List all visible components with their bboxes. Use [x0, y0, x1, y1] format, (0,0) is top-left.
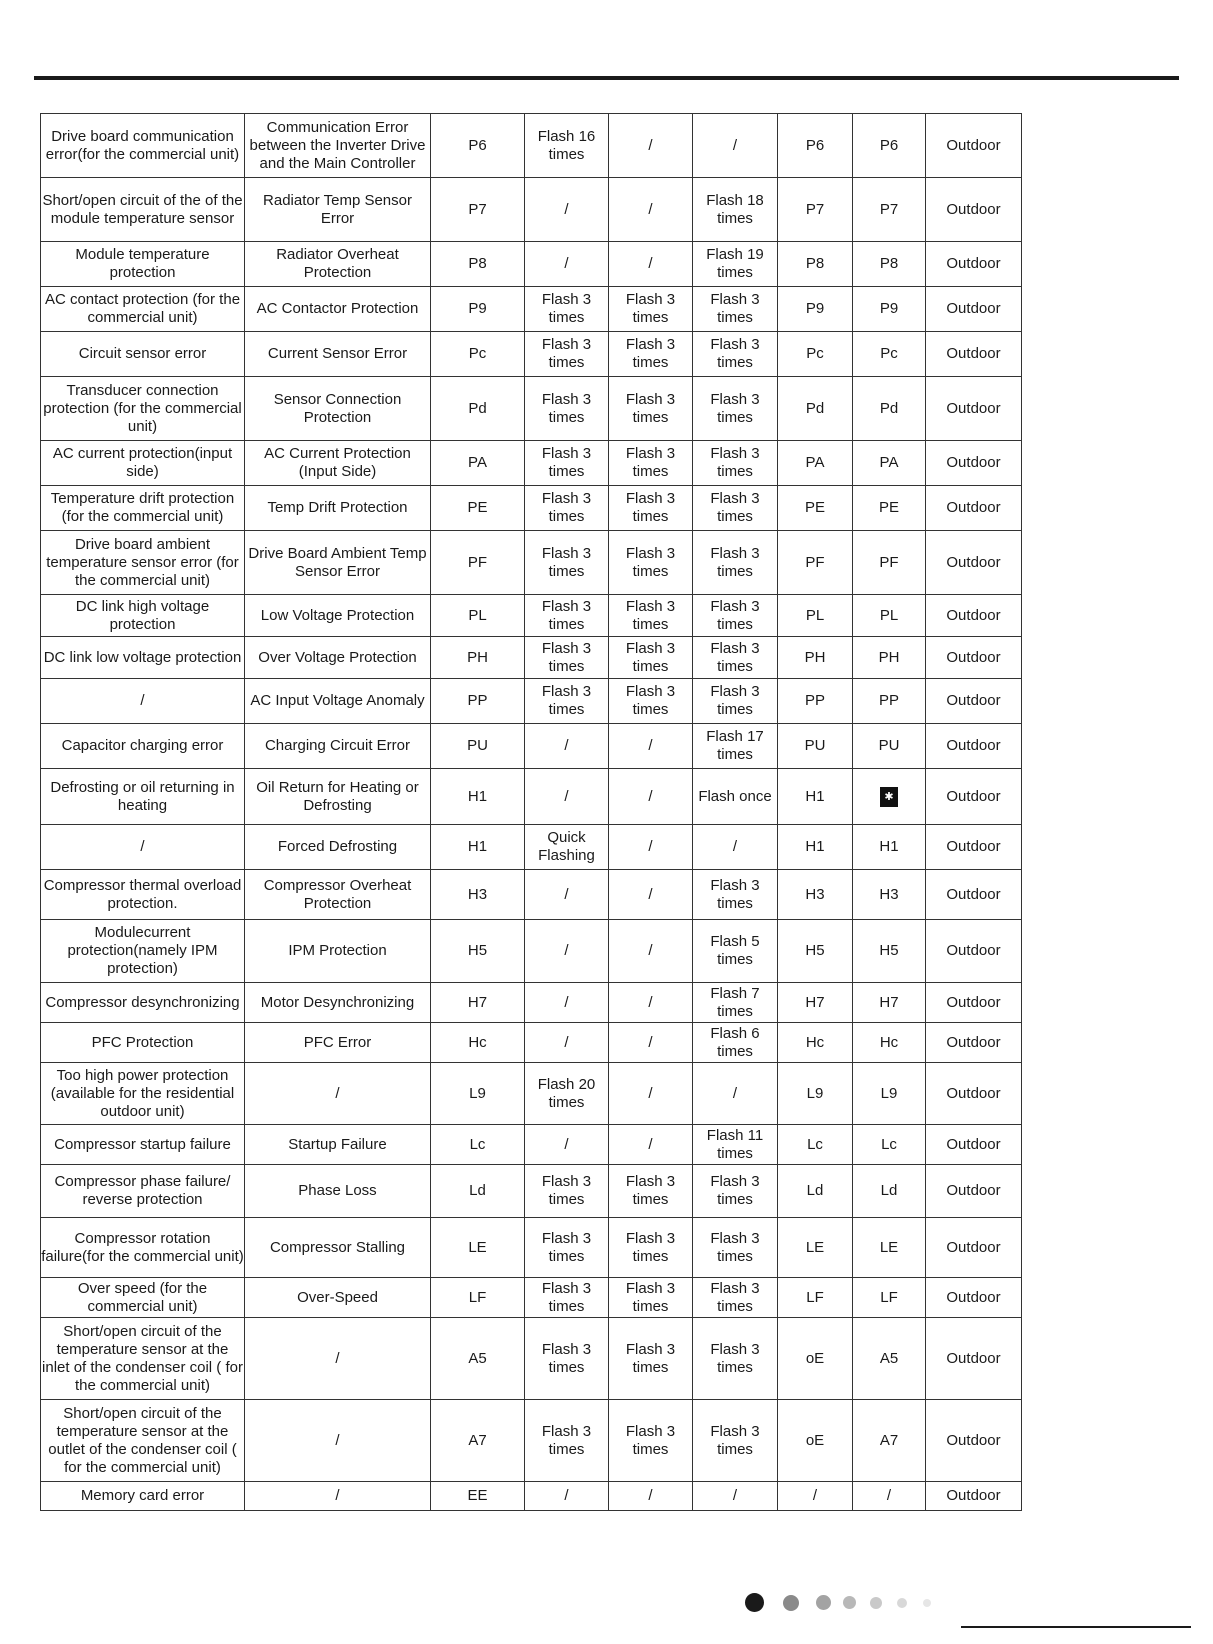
- description-cell: Temp Drift Protection: [245, 486, 431, 531]
- description-cell: Forced Defrosting: [245, 825, 431, 870]
- location-cell: Outdoor: [926, 1165, 1022, 1218]
- display2-cell: P8: [853, 242, 926, 287]
- fault-cell: Compressor startup failure: [41, 1125, 245, 1165]
- led1-cell: /: [525, 242, 609, 287]
- display2-cell: P9: [853, 287, 926, 332]
- display2-cell: H3: [853, 870, 926, 920]
- description-cell: Radiator Temp Sensor Error: [245, 178, 431, 242]
- table-row: [41, 242, 1022, 287]
- display2-cell: P6: [853, 114, 926, 178]
- led3-cell: Flash 6 times: [693, 1023, 778, 1063]
- display1-cell: Hc: [778, 1023, 853, 1063]
- display1-cell: Pc: [778, 332, 853, 377]
- page-dot: [923, 1599, 931, 1607]
- led1-cell: /: [525, 178, 609, 242]
- display1-cell: PE: [778, 486, 853, 531]
- code-cell: PP: [431, 679, 525, 724]
- location-cell: Outdoor: [926, 637, 1022, 679]
- table-row: [41, 870, 1022, 920]
- description-cell: Drive Board Ambient Temp Sensor Error: [245, 531, 431, 595]
- display1-cell: /: [778, 1482, 853, 1511]
- display2-cell: A5: [853, 1318, 926, 1400]
- code-cell: H3: [431, 870, 525, 920]
- table-row: [41, 377, 1022, 441]
- display1-cell: P9: [778, 287, 853, 332]
- code-cell: PH: [431, 637, 525, 679]
- code-cell: P8: [431, 242, 525, 287]
- display2-cell: P7: [853, 178, 926, 242]
- description-cell: AC Current Protection (Input Side): [245, 441, 431, 486]
- fault-cell: DC link low voltage protection: [41, 637, 245, 679]
- fault-cell: Compressor phase failure/ reverse protection: [41, 1165, 245, 1218]
- description-cell: Communication Error between the Inverter Drive and the Main Controller: [245, 114, 431, 178]
- code-cell: PA: [431, 441, 525, 486]
- location-cell: Outdoor: [926, 679, 1022, 724]
- led1-cell: Flash 3 times: [525, 595, 609, 637]
- location-cell: Outdoor: [926, 1218, 1022, 1278]
- table-row: [41, 114, 1022, 178]
- description-cell: /: [245, 1063, 431, 1125]
- led2-cell: /: [609, 983, 693, 1023]
- table-row: [41, 287, 1022, 332]
- display1-cell: P7: [778, 178, 853, 242]
- location-cell: Outdoor: [926, 1063, 1022, 1125]
- table-row: [41, 178, 1022, 242]
- led1-cell: Flash 3 times: [525, 377, 609, 441]
- location-cell: Outdoor: [926, 1400, 1022, 1482]
- led2-cell: /: [609, 825, 693, 870]
- led3-cell: Flash 3 times: [693, 1218, 778, 1278]
- fault-cell: Short/open circuit of the temperature sensor at the outlet of the condenser coil ( for the commercial unit): [41, 1400, 245, 1482]
- led2-cell: Flash 3 times: [609, 332, 693, 377]
- location-cell: Outdoor: [926, 870, 1022, 920]
- led1-cell: Flash 16 times: [525, 114, 609, 178]
- description-cell: Oil Return for Heating or Defrosting: [245, 769, 431, 825]
- table-row: [41, 1218, 1022, 1278]
- display1-cell: Pd: [778, 377, 853, 441]
- led3-cell: Flash 7 times: [693, 983, 778, 1023]
- led3-cell: Flash 3 times: [693, 637, 778, 679]
- led3-cell: /: [693, 114, 778, 178]
- location-cell: Outdoor: [926, 1482, 1022, 1511]
- display1-cell: P6: [778, 114, 853, 178]
- led3-cell: Flash 3 times: [693, 595, 778, 637]
- table-row: [41, 1165, 1022, 1218]
- led2-cell: Flash 3 times: [609, 679, 693, 724]
- led1-cell: Flash 3 times: [525, 287, 609, 332]
- description-cell: Motor Desynchronizing: [245, 983, 431, 1023]
- led1-cell: Flash 3 times: [525, 679, 609, 724]
- code-cell: P7: [431, 178, 525, 242]
- page-dot: [843, 1596, 856, 1609]
- led3-cell: Flash 3 times: [693, 870, 778, 920]
- display1-cell: H3: [778, 870, 853, 920]
- led2-cell: Flash 3 times: [609, 1165, 693, 1218]
- led1-cell: Flash 3 times: [525, 1165, 609, 1218]
- led3-cell: Flash 3 times: [693, 287, 778, 332]
- display2-cell: Pc: [853, 332, 926, 377]
- display1-cell: H1: [778, 769, 853, 825]
- display2-cell: LF: [853, 1278, 926, 1318]
- display1-cell: H5: [778, 920, 853, 983]
- description-cell: AC Contactor Protection: [245, 287, 431, 332]
- table-row: [41, 531, 1022, 595]
- led3-cell: Flash 18 times: [693, 178, 778, 242]
- description-cell: Over Voltage Protection: [245, 637, 431, 679]
- error-code-table: [40, 113, 1022, 1511]
- table-row: [41, 983, 1022, 1023]
- led3-cell: Flash 5 times: [693, 920, 778, 983]
- led2-cell: /: [609, 178, 693, 242]
- led1-cell: /: [525, 1023, 609, 1063]
- location-cell: Outdoor: [926, 1318, 1022, 1400]
- location-cell: Outdoor: [926, 287, 1022, 332]
- description-cell: Compressor Stalling: [245, 1218, 431, 1278]
- led1-cell: Flash 3 times: [525, 486, 609, 531]
- display2-cell: PA: [853, 441, 926, 486]
- display2-cell: L9: [853, 1063, 926, 1125]
- code-cell: LF: [431, 1278, 525, 1318]
- fault-cell: Temperature drift protection (for the commercial unit): [41, 486, 245, 531]
- location-cell: Outdoor: [926, 983, 1022, 1023]
- description-cell: AC Input Voltage Anomaly: [245, 679, 431, 724]
- led1-cell: /: [525, 769, 609, 825]
- led2-cell: /: [609, 920, 693, 983]
- display2-cell: PU: [853, 724, 926, 769]
- fault-cell: /: [41, 679, 245, 724]
- code-cell: Hc: [431, 1023, 525, 1063]
- fault-cell: Memory card error: [41, 1482, 245, 1511]
- led2-cell: /: [609, 870, 693, 920]
- led1-cell: /: [525, 983, 609, 1023]
- code-cell: H5: [431, 920, 525, 983]
- led3-cell: Flash 3 times: [693, 486, 778, 531]
- led1-cell: Flash 3 times: [525, 441, 609, 486]
- display2-cell: H5: [853, 920, 926, 983]
- table-row: [41, 679, 1022, 724]
- led3-cell: Flash 3 times: [693, 531, 778, 595]
- led2-cell: Flash 3 times: [609, 1318, 693, 1400]
- display1-cell: PP: [778, 679, 853, 724]
- table-row: [41, 637, 1022, 679]
- description-cell: Over-Speed: [245, 1278, 431, 1318]
- location-cell: Outdoor: [926, 178, 1022, 242]
- table-row: [41, 1482, 1022, 1511]
- led1-cell: Flash 3 times: [525, 1400, 609, 1482]
- led1-cell: /: [525, 724, 609, 769]
- location-cell: Outdoor: [926, 1023, 1022, 1063]
- led2-cell: /: [609, 114, 693, 178]
- code-cell: PE: [431, 486, 525, 531]
- fault-cell: Module temperature protection: [41, 242, 245, 287]
- code-cell: P6: [431, 114, 525, 178]
- led3-cell: Flash 3 times: [693, 1318, 778, 1400]
- fault-cell: PFC Protection: [41, 1023, 245, 1063]
- led3-cell: Flash 3 times: [693, 332, 778, 377]
- top-rule: [34, 76, 1179, 80]
- display1-cell: LE: [778, 1218, 853, 1278]
- display2-cell: A7: [853, 1400, 926, 1482]
- table-row: [41, 1125, 1022, 1165]
- description-cell: /: [245, 1318, 431, 1400]
- location-cell: Outdoor: [926, 441, 1022, 486]
- fault-cell: Too high power protection (available for the residential outdoor unit): [41, 1063, 245, 1125]
- fault-cell: Drive board ambient temperature sensor error (for the commercial unit): [41, 531, 245, 595]
- display1-cell: P8: [778, 242, 853, 287]
- table-row: [41, 1400, 1022, 1482]
- display1-cell: H7: [778, 983, 853, 1023]
- display2-cell: /: [853, 1482, 926, 1511]
- led3-cell: Flash 3 times: [693, 1278, 778, 1318]
- defrost-icon: ✱: [880, 787, 898, 807]
- page-dot: [783, 1595, 799, 1611]
- fault-cell: AC current protection(input side): [41, 441, 245, 486]
- code-cell: H1: [431, 769, 525, 825]
- page-dot: [745, 1593, 764, 1612]
- fault-cell: Short/open circuit of the temperature sensor at the inlet of the condenser coil ( for the commercial unit): [41, 1318, 245, 1400]
- code-cell: LE: [431, 1218, 525, 1278]
- led3-cell: Flash 19 times: [693, 242, 778, 287]
- display1-cell: PU: [778, 724, 853, 769]
- description-cell: Sensor Connection Protection: [245, 377, 431, 441]
- location-cell: Outdoor: [926, 1125, 1022, 1165]
- display2-cell: PP: [853, 679, 926, 724]
- display1-cell: H1: [778, 825, 853, 870]
- location-cell: Outdoor: [926, 920, 1022, 983]
- led2-cell: Flash 3 times: [609, 486, 693, 531]
- location-cell: Outdoor: [926, 1278, 1022, 1318]
- code-cell: Pd: [431, 377, 525, 441]
- led3-cell: /: [693, 1063, 778, 1125]
- led1-cell: /: [525, 870, 609, 920]
- table-row: [41, 825, 1022, 870]
- location-cell: Outdoor: [926, 114, 1022, 178]
- led2-cell: /: [609, 1023, 693, 1063]
- fault-cell: Compressor desynchronizing: [41, 983, 245, 1023]
- led2-cell: /: [609, 724, 693, 769]
- fault-cell: /: [41, 825, 245, 870]
- fault-cell: Transducer connection protection (for the commercial unit): [41, 377, 245, 441]
- display2-cell: LE: [853, 1218, 926, 1278]
- led3-cell: Flash 3 times: [693, 1400, 778, 1482]
- display1-cell: Lc: [778, 1125, 853, 1165]
- code-cell: L9: [431, 1063, 525, 1125]
- fault-cell: AC contact protection (for the commercial unit): [41, 287, 245, 332]
- description-cell: IPM Protection: [245, 920, 431, 983]
- display1-cell: PA: [778, 441, 853, 486]
- led1-cell: /: [525, 1125, 609, 1165]
- table-row: [41, 769, 1022, 825]
- page-dot: [870, 1597, 882, 1609]
- code-cell: Ld: [431, 1165, 525, 1218]
- display2-cell: PF: [853, 531, 926, 595]
- display2-cell: PH: [853, 637, 926, 679]
- display2-cell: Lc: [853, 1125, 926, 1165]
- page-indicator: [745, 1593, 995, 1623]
- location-cell: Outdoor: [926, 531, 1022, 595]
- led2-cell: /: [609, 242, 693, 287]
- fault-cell: Defrosting or oil returning in heating: [41, 769, 245, 825]
- led2-cell: Flash 3 times: [609, 531, 693, 595]
- location-cell: Outdoor: [926, 769, 1022, 825]
- display2-cell: Hc: [853, 1023, 926, 1063]
- description-cell: Radiator Overheat Protection: [245, 242, 431, 287]
- fault-cell: Drive board communication error(for the commercial unit): [41, 114, 245, 178]
- table-row: [41, 441, 1022, 486]
- led1-cell: /: [525, 920, 609, 983]
- led2-cell: Flash 3 times: [609, 637, 693, 679]
- table-row: [41, 332, 1022, 377]
- code-cell: Pc: [431, 332, 525, 377]
- fault-cell: Compressor thermal overload protection.: [41, 870, 245, 920]
- led2-cell: /: [609, 1063, 693, 1125]
- led3-cell: /: [693, 825, 778, 870]
- led3-cell: /: [693, 1482, 778, 1511]
- led2-cell: Flash 3 times: [609, 441, 693, 486]
- display2-cell: PE: [853, 486, 926, 531]
- led2-cell: Flash 3 times: [609, 287, 693, 332]
- display2-cell: H7: [853, 983, 926, 1023]
- location-cell: Outdoor: [926, 332, 1022, 377]
- led1-cell: Quick Flashing: [525, 825, 609, 870]
- led3-cell: Flash 17 times: [693, 724, 778, 769]
- led3-cell: Flash 3 times: [693, 679, 778, 724]
- display2-cell: Ld: [853, 1165, 926, 1218]
- fault-cell: Circuit sensor error: [41, 332, 245, 377]
- led2-cell: Flash 3 times: [609, 595, 693, 637]
- fault-cell: Capacitor charging error: [41, 724, 245, 769]
- led1-cell: Flash 3 times: [525, 637, 609, 679]
- description-cell: Low Voltage Protection: [245, 595, 431, 637]
- led3-cell: Flash 3 times: [693, 441, 778, 486]
- led2-cell: /: [609, 769, 693, 825]
- display2-cell: H1: [853, 825, 926, 870]
- bottom-rule: [961, 1626, 1191, 1628]
- description-cell: /: [245, 1400, 431, 1482]
- table-row: [41, 1318, 1022, 1400]
- display2-cell: PL: [853, 595, 926, 637]
- led3-cell: Flash 11 times: [693, 1125, 778, 1165]
- code-cell: P9: [431, 287, 525, 332]
- display1-cell: Ld: [778, 1165, 853, 1218]
- led1-cell: Flash 3 times: [525, 1218, 609, 1278]
- code-cell: PL: [431, 595, 525, 637]
- code-cell: A5: [431, 1318, 525, 1400]
- led3-cell: Flash once: [693, 769, 778, 825]
- location-cell: Outdoor: [926, 724, 1022, 769]
- led2-cell: /: [609, 1482, 693, 1511]
- fault-cell: Compressor rotation failure(for the commercial unit): [41, 1218, 245, 1278]
- fault-cell: Modulecurrent protection(namely IPM protection): [41, 920, 245, 983]
- table-row: [41, 486, 1022, 531]
- display1-cell: PH: [778, 637, 853, 679]
- led2-cell: /: [609, 1125, 693, 1165]
- display1-cell: LF: [778, 1278, 853, 1318]
- code-cell: PF: [431, 531, 525, 595]
- led1-cell: Flash 3 times: [525, 1278, 609, 1318]
- location-cell: Outdoor: [926, 242, 1022, 287]
- table-row: [41, 920, 1022, 983]
- led1-cell: Flash 20 times: [525, 1063, 609, 1125]
- code-cell: H7: [431, 983, 525, 1023]
- description-cell: /: [245, 1482, 431, 1511]
- error-code-table-body: [41, 114, 1022, 1511]
- table-row: [41, 1278, 1022, 1318]
- location-cell: Outdoor: [926, 486, 1022, 531]
- led2-cell: Flash 3 times: [609, 1278, 693, 1318]
- fault-cell: Over speed (for the commercial unit): [41, 1278, 245, 1318]
- display1-cell: oE: [778, 1400, 853, 1482]
- location-cell: Outdoor: [926, 377, 1022, 441]
- description-cell: Compressor Overheat Protection: [245, 870, 431, 920]
- fault-cell: DC link high voltage protection: [41, 595, 245, 637]
- description-cell: PFC Error: [245, 1023, 431, 1063]
- code-cell: H1: [431, 825, 525, 870]
- code-cell: PU: [431, 724, 525, 769]
- led1-cell: /: [525, 1482, 609, 1511]
- page-dot: [897, 1598, 907, 1608]
- led1-cell: Flash 3 times: [525, 332, 609, 377]
- code-cell: A7: [431, 1400, 525, 1482]
- table-row: [41, 1063, 1022, 1125]
- location-cell: Outdoor: [926, 825, 1022, 870]
- description-cell: Charging Circuit Error: [245, 724, 431, 769]
- fault-cell: Short/open circuit of the of the module temperature sensor: [41, 178, 245, 242]
- table-row: [41, 595, 1022, 637]
- display1-cell: L9: [778, 1063, 853, 1125]
- led2-cell: Flash 3 times: [609, 1400, 693, 1482]
- location-cell: Outdoor: [926, 595, 1022, 637]
- table-row: [41, 724, 1022, 769]
- display1-cell: PF: [778, 531, 853, 595]
- led2-cell: Flash 3 times: [609, 377, 693, 441]
- table-row: [41, 1023, 1022, 1063]
- led1-cell: Flash 3 times: [525, 531, 609, 595]
- led1-cell: Flash 3 times: [525, 1318, 609, 1400]
- code-cell: Lc: [431, 1125, 525, 1165]
- page-dot: [816, 1595, 831, 1610]
- display2-cell: [853, 769, 926, 825]
- description-cell: Phase Loss: [245, 1165, 431, 1218]
- description-cell: Startup Failure: [245, 1125, 431, 1165]
- code-cell: EE: [431, 1482, 525, 1511]
- led3-cell: Flash 3 times: [693, 1165, 778, 1218]
- display1-cell: PL: [778, 595, 853, 637]
- led3-cell: Flash 3 times: [693, 377, 778, 441]
- display2-cell: Pd: [853, 377, 926, 441]
- led2-cell: Flash 3 times: [609, 1218, 693, 1278]
- display1-cell: oE: [778, 1318, 853, 1400]
- description-cell: Current Sensor Error: [245, 332, 431, 377]
